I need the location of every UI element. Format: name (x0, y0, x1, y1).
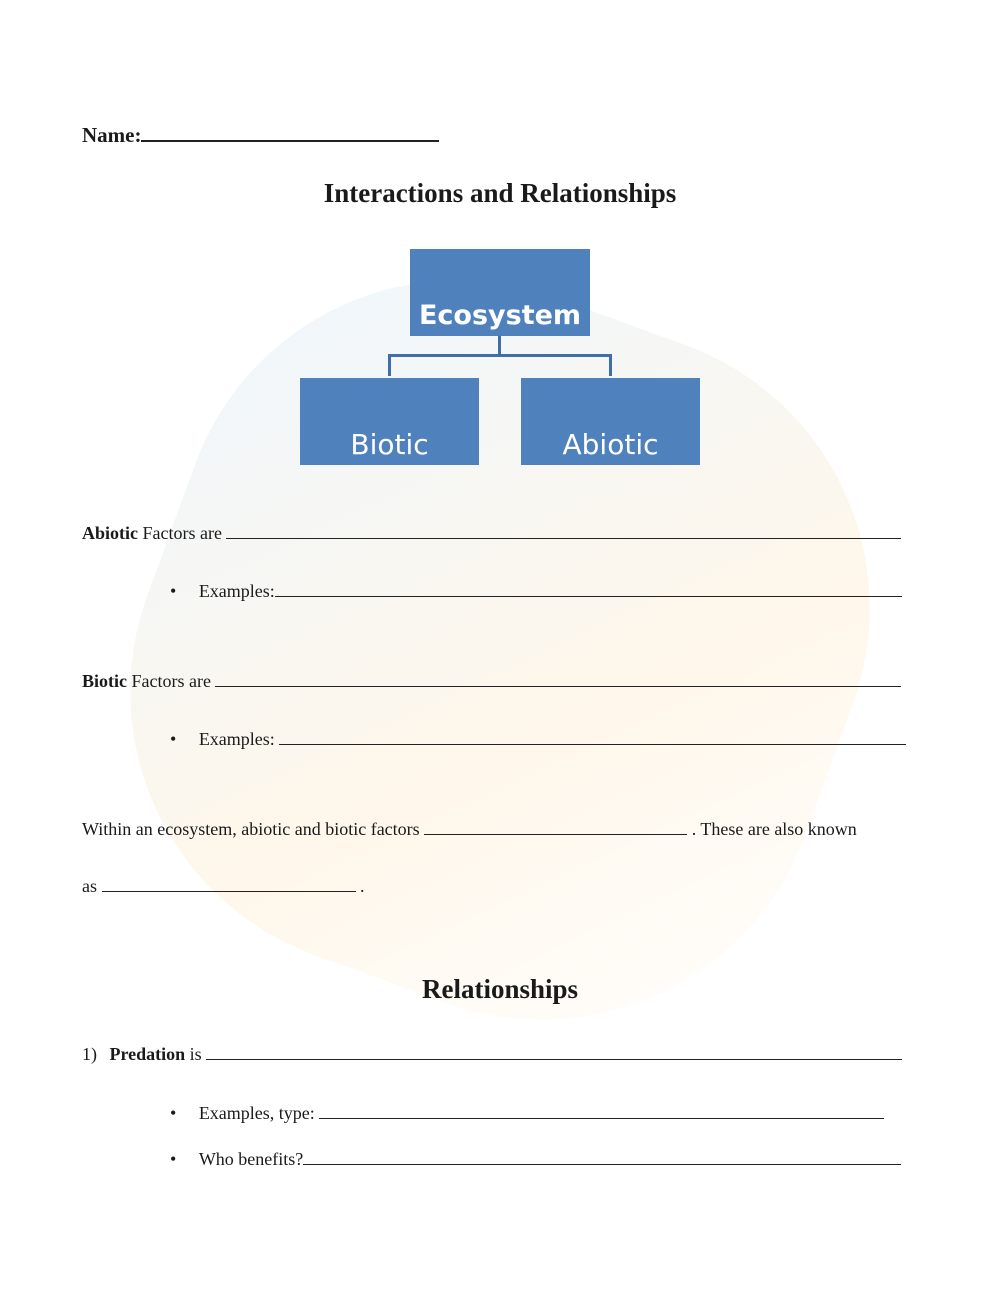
abiotic-examples-blank[interactable] (275, 578, 902, 597)
predation-blank[interactable] (206, 1041, 902, 1060)
interaction-sentence-cont (82, 873, 365, 897)
bullet-icon: • (170, 729, 177, 749)
abiotic-term: Abiotic (82, 523, 138, 543)
connector (609, 354, 612, 376)
predation-benefits (170, 1146, 901, 1170)
predation-term: Predation (109, 1044, 186, 1064)
examples-type-blank[interactable] (319, 1100, 884, 1119)
name-field[interactable] (82, 118, 439, 148)
predation-examples (170, 1100, 884, 1124)
biotic-examples-blank[interactable] (279, 726, 906, 745)
diagram-biotic-box: Biotic (300, 378, 479, 465)
predation-definition (82, 1041, 902, 1065)
biotic-text: Factors are (131, 671, 211, 691)
examples-label: Examples: (198, 729, 275, 749)
abiotic-definition (82, 520, 901, 544)
diagram-root-box: Ecosystem (410, 249, 590, 336)
biotic-examples (170, 726, 906, 750)
item-number: 1) (82, 1044, 97, 1064)
bullet-icon: • (170, 1103, 177, 1123)
who-benefits-blank[interactable] (303, 1146, 901, 1165)
page-title: Interactions and Relationships (323, 178, 677, 208)
connector (498, 336, 501, 356)
connector (388, 354, 391, 376)
known-as-blank[interactable] (102, 873, 356, 892)
interaction-sentence (82, 816, 857, 840)
examples-type-label: Examples, type: (198, 1103, 315, 1123)
predation-text: is (189, 1044, 202, 1064)
abiotic-blank[interactable] (226, 520, 901, 539)
biotic-blank[interactable] (215, 668, 901, 687)
interaction-text: as (82, 876, 97, 896)
interaction-blank[interactable] (424, 816, 687, 835)
relationships-heading: Relationships (421, 974, 579, 1004)
name-label: Name: (82, 123, 142, 147)
diagram-abiotic-box: Abiotic (521, 378, 700, 465)
biotic-term: Biotic (82, 671, 127, 691)
who-benefits-label: Who benefits? (198, 1149, 304, 1169)
biotic-definition (82, 668, 901, 692)
interaction-text: . These are also known (691, 819, 857, 839)
examples-label: Examples: (198, 581, 275, 601)
connector (388, 354, 612, 357)
bullet-icon: • (170, 581, 177, 601)
abiotic-examples (170, 578, 902, 602)
name-blank[interactable] (141, 118, 439, 142)
interaction-text: . (360, 876, 365, 896)
interaction-text: Within an ecosystem, abiotic and biotic factors (82, 819, 420, 839)
bullet-icon: • (170, 1149, 177, 1169)
abiotic-text: Factors are (142, 523, 222, 543)
